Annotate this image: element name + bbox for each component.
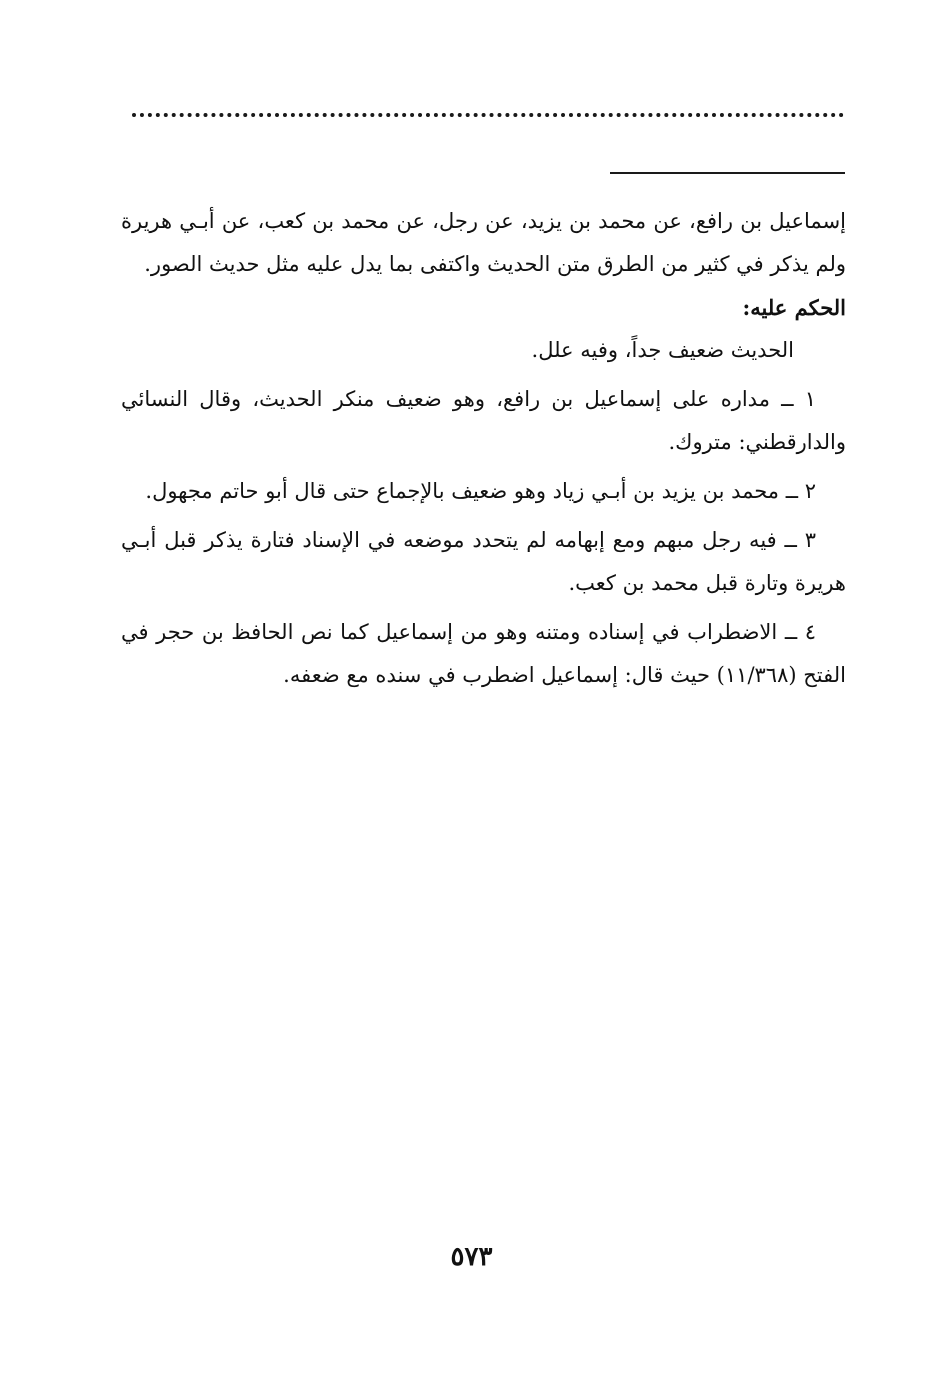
ruling-item-1: ١ ــ مداره على إسماعيل بن رافع، وهو ضعيف منكر الحديث، وقال النسائي والدارقطني: متروك. [121, 387, 846, 454]
header-dotted-separator [132, 113, 844, 117]
ruling-intro: الحديث ضعيف جداً، وفيه علل. [531, 338, 794, 362]
page-number: ٥٧٣ [450, 1242, 493, 1272]
continuation-paragraph: إسماعيل بن رافع، عن محمد بن يزيد، عن رجل، عن محمد بن كعب، عن أبـي هريرة ولم يذكر في كثير من الطرق متن الحديث واكتفى بما يدل عليه مثل حديث الصور. [121, 209, 846, 276]
ruling-heading: الحكم عليه: [742, 295, 846, 320]
page-body [121, 200, 846, 697]
ruling-item-2: ٢ ــ محمد بن يزيد بن أبـي زياد وهو ضعيف بالإجماع حتى قال أبو حاتم مجهول. [145, 479, 816, 503]
footnote-separator-rule [610, 172, 845, 174]
ruling-item-4: ٤ ــ الاضطراب في إسناده ومتنه وهو من إسماعيل كما نص الحافظ بن حجر في الفتح (١١/٣٦٨) حيث قال: إسماعيل اضطرب في سنده مع ضعفه. [121, 620, 846, 687]
ruling-item-3: ٣ ــ فيه رجل مبهم ومع إبهامه لم يتحدد موضعه في الإسناد فتارة يذكر قبل أبـي هريرة وتارة قبل محمد بن كعب. [121, 528, 846, 595]
